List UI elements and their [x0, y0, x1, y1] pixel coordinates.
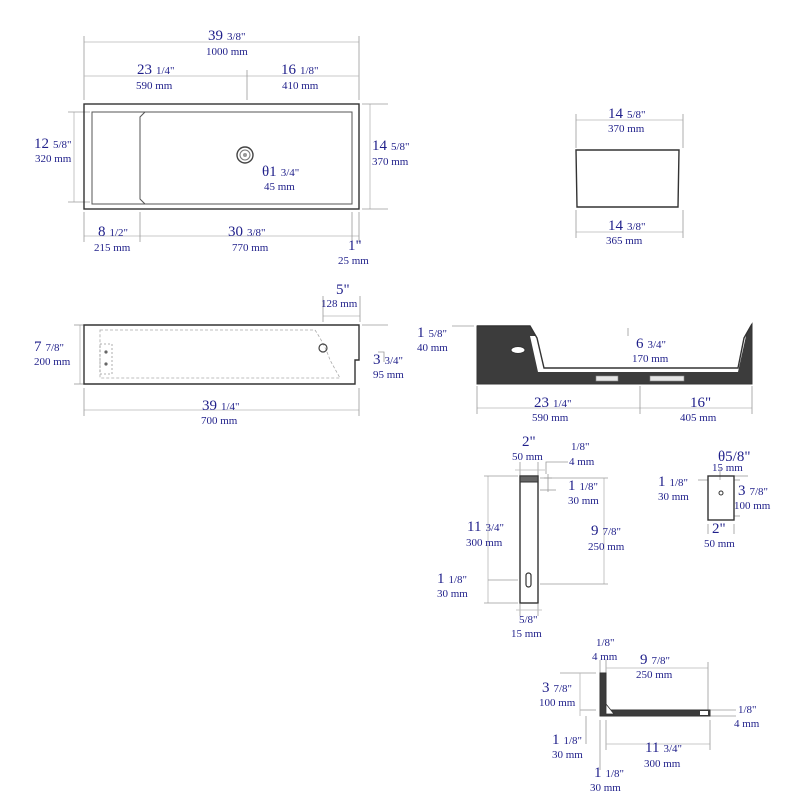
- dim-left-depth: 12 5/8": [34, 136, 72, 152]
- dim-bracket-arm-height: 9 7/8": [591, 523, 622, 539]
- dim-end-top-mm: 370 mm: [608, 123, 645, 135]
- dim-overall-width: 39 3/8": [208, 28, 246, 44]
- dim-end-bottom-mm: 365 mm: [606, 235, 643, 247]
- dim-overall-width-mm: 1000 mm: [206, 46, 248, 58]
- dim-rim: 1": [348, 238, 362, 254]
- dim-l-foot-mm: 30 mm: [590, 782, 621, 794]
- dim-bracket-hole-offset: 1 1/8": [437, 571, 468, 587]
- basin-outline: [84, 104, 359, 209]
- dim-section-depth: 6 3/4": [636, 336, 667, 352]
- dim-front-length-mm: 700 mm: [201, 415, 238, 427]
- bracket-side-view: [437, 434, 625, 640]
- dim-bracket-front-width: 2": [712, 521, 726, 537]
- dim-section-rim: 1 5/8": [417, 325, 448, 341]
- dim-front-offset-mm: 128 mm: [321, 298, 358, 310]
- dim-front-offset: 5": [336, 282, 350, 298]
- dim-rim-mm: 25 mm: [338, 255, 369, 267]
- dim-drain: θ1 3/4": [262, 164, 300, 180]
- dim-section-right-mm: 405 mm: [680, 412, 717, 424]
- dim-bracket-arm-height-mm: 250 mm: [588, 541, 625, 553]
- dim-end-top: 14 5/8": [608, 106, 646, 122]
- front-view-outline: [84, 325, 359, 384]
- front-view: [34, 282, 404, 427]
- dim-basin-mm: 770 mm: [232, 242, 269, 254]
- dim-bracket-hole-mm: 15 mm: [712, 462, 743, 474]
- dim-right-section: 16 1/8": [281, 62, 319, 78]
- dim-l-base-offset: 1 1/8": [552, 732, 583, 748]
- dim-bracket-width: 2": [522, 434, 536, 450]
- dim-l-foot: 1 1/8": [594, 765, 625, 781]
- dim-l-end-mm: 4 mm: [734, 718, 760, 730]
- dim-l-base-offset-mm: 30 mm: [552, 749, 583, 761]
- dim-l-top-thickness-mm: 4 mm: [592, 651, 618, 663]
- dim-section-right: 16": [690, 395, 712, 411]
- dim-bracket-front-height-mm: 100 mm: [734, 500, 771, 512]
- dim-bracket-thickness-mm: 4 mm: [569, 456, 595, 468]
- top-view: [34, 28, 410, 267]
- dim-right-depth-mm: 370 mm: [372, 156, 409, 168]
- end-view-outline: [576, 150, 679, 207]
- dim-l-arm: 9 7/8": [640, 652, 671, 668]
- dim-drain-mm: 45 mm: [264, 181, 295, 193]
- dim-shelf-mm: 215 mm: [94, 242, 131, 254]
- dim-l-total: 11 3/4": [645, 740, 682, 756]
- bracket-side-outline: [520, 476, 538, 603]
- dim-basin: 30 3/8": [228, 224, 266, 240]
- dim-l-upright-mm: 100 mm: [539, 697, 576, 709]
- dim-bracket-width-mm: 50 mm: [512, 451, 543, 463]
- dim-front-height: 7 7/8": [34, 339, 65, 355]
- dim-overflow: 3 3/4": [373, 352, 404, 368]
- dim-overflow-mm: 95 mm: [373, 369, 404, 381]
- bracket-front-view: [658, 449, 771, 550]
- dim-bracket-top-offset-mm: 30 mm: [568, 495, 599, 507]
- dim-section-depth-mm: 170 mm: [632, 353, 669, 365]
- dim-bracket-front-offset-mm: 30 mm: [658, 491, 689, 503]
- section-view: [417, 324, 752, 424]
- dim-left-section-mm: 590 mm: [136, 80, 173, 92]
- dim-bracket-bottom: 5/8": [519, 614, 538, 626]
- dim-right-section-mm: 410 mm: [282, 80, 319, 92]
- dim-l-upright: 3 7/8": [542, 680, 573, 696]
- dim-l-end: 1/8": [738, 704, 757, 716]
- bracket-front-outline: [708, 476, 734, 520]
- l-bracket-view: [539, 637, 760, 794]
- dim-left-depth-mm: 320 mm: [35, 153, 72, 165]
- dim-l-top-thickness: 1/8": [596, 637, 615, 649]
- dim-right-depth: 14 5/8": [372, 138, 410, 154]
- dim-section-rim-mm: 40 mm: [417, 342, 448, 354]
- dim-bracket-front-offset: 1 1/8": [658, 474, 689, 490]
- dim-front-length: 39 1/4": [202, 398, 240, 414]
- dim-section-left: 23 1/4": [534, 395, 572, 411]
- dim-bracket-total-height-mm: 300 mm: [466, 537, 503, 549]
- dim-end-bottom: 14 3/8": [608, 218, 646, 234]
- dim-l-total-mm: 300 mm: [644, 758, 681, 770]
- dim-bracket-front-width-mm: 50 mm: [704, 538, 735, 550]
- dim-bracket-hole-offset-mm: 30 mm: [437, 588, 468, 600]
- dim-bracket-front-height: 3 7/8": [738, 483, 769, 499]
- dim-left-section: 23 1/4": [137, 62, 175, 78]
- bracket-hole-icon: [719, 491, 723, 495]
- end-view: [576, 106, 683, 247]
- dim-l-arm-mm: 250 mm: [636, 669, 673, 681]
- dim-front-height-mm: 200 mm: [34, 356, 71, 368]
- dim-section-left-mm: 590 mm: [532, 412, 569, 424]
- dim-bracket-total-height: 11 3/4": [467, 519, 504, 535]
- dim-shelf: 8 1/2": [98, 224, 129, 240]
- dim-bracket-hole: θ5/8": [718, 449, 751, 465]
- dim-bracket-thickness: 1/8": [571, 441, 590, 453]
- dim-bracket-top-offset: 1 1/8": [568, 478, 599, 494]
- dim-bracket-bottom-mm: 15 mm: [511, 628, 542, 640]
